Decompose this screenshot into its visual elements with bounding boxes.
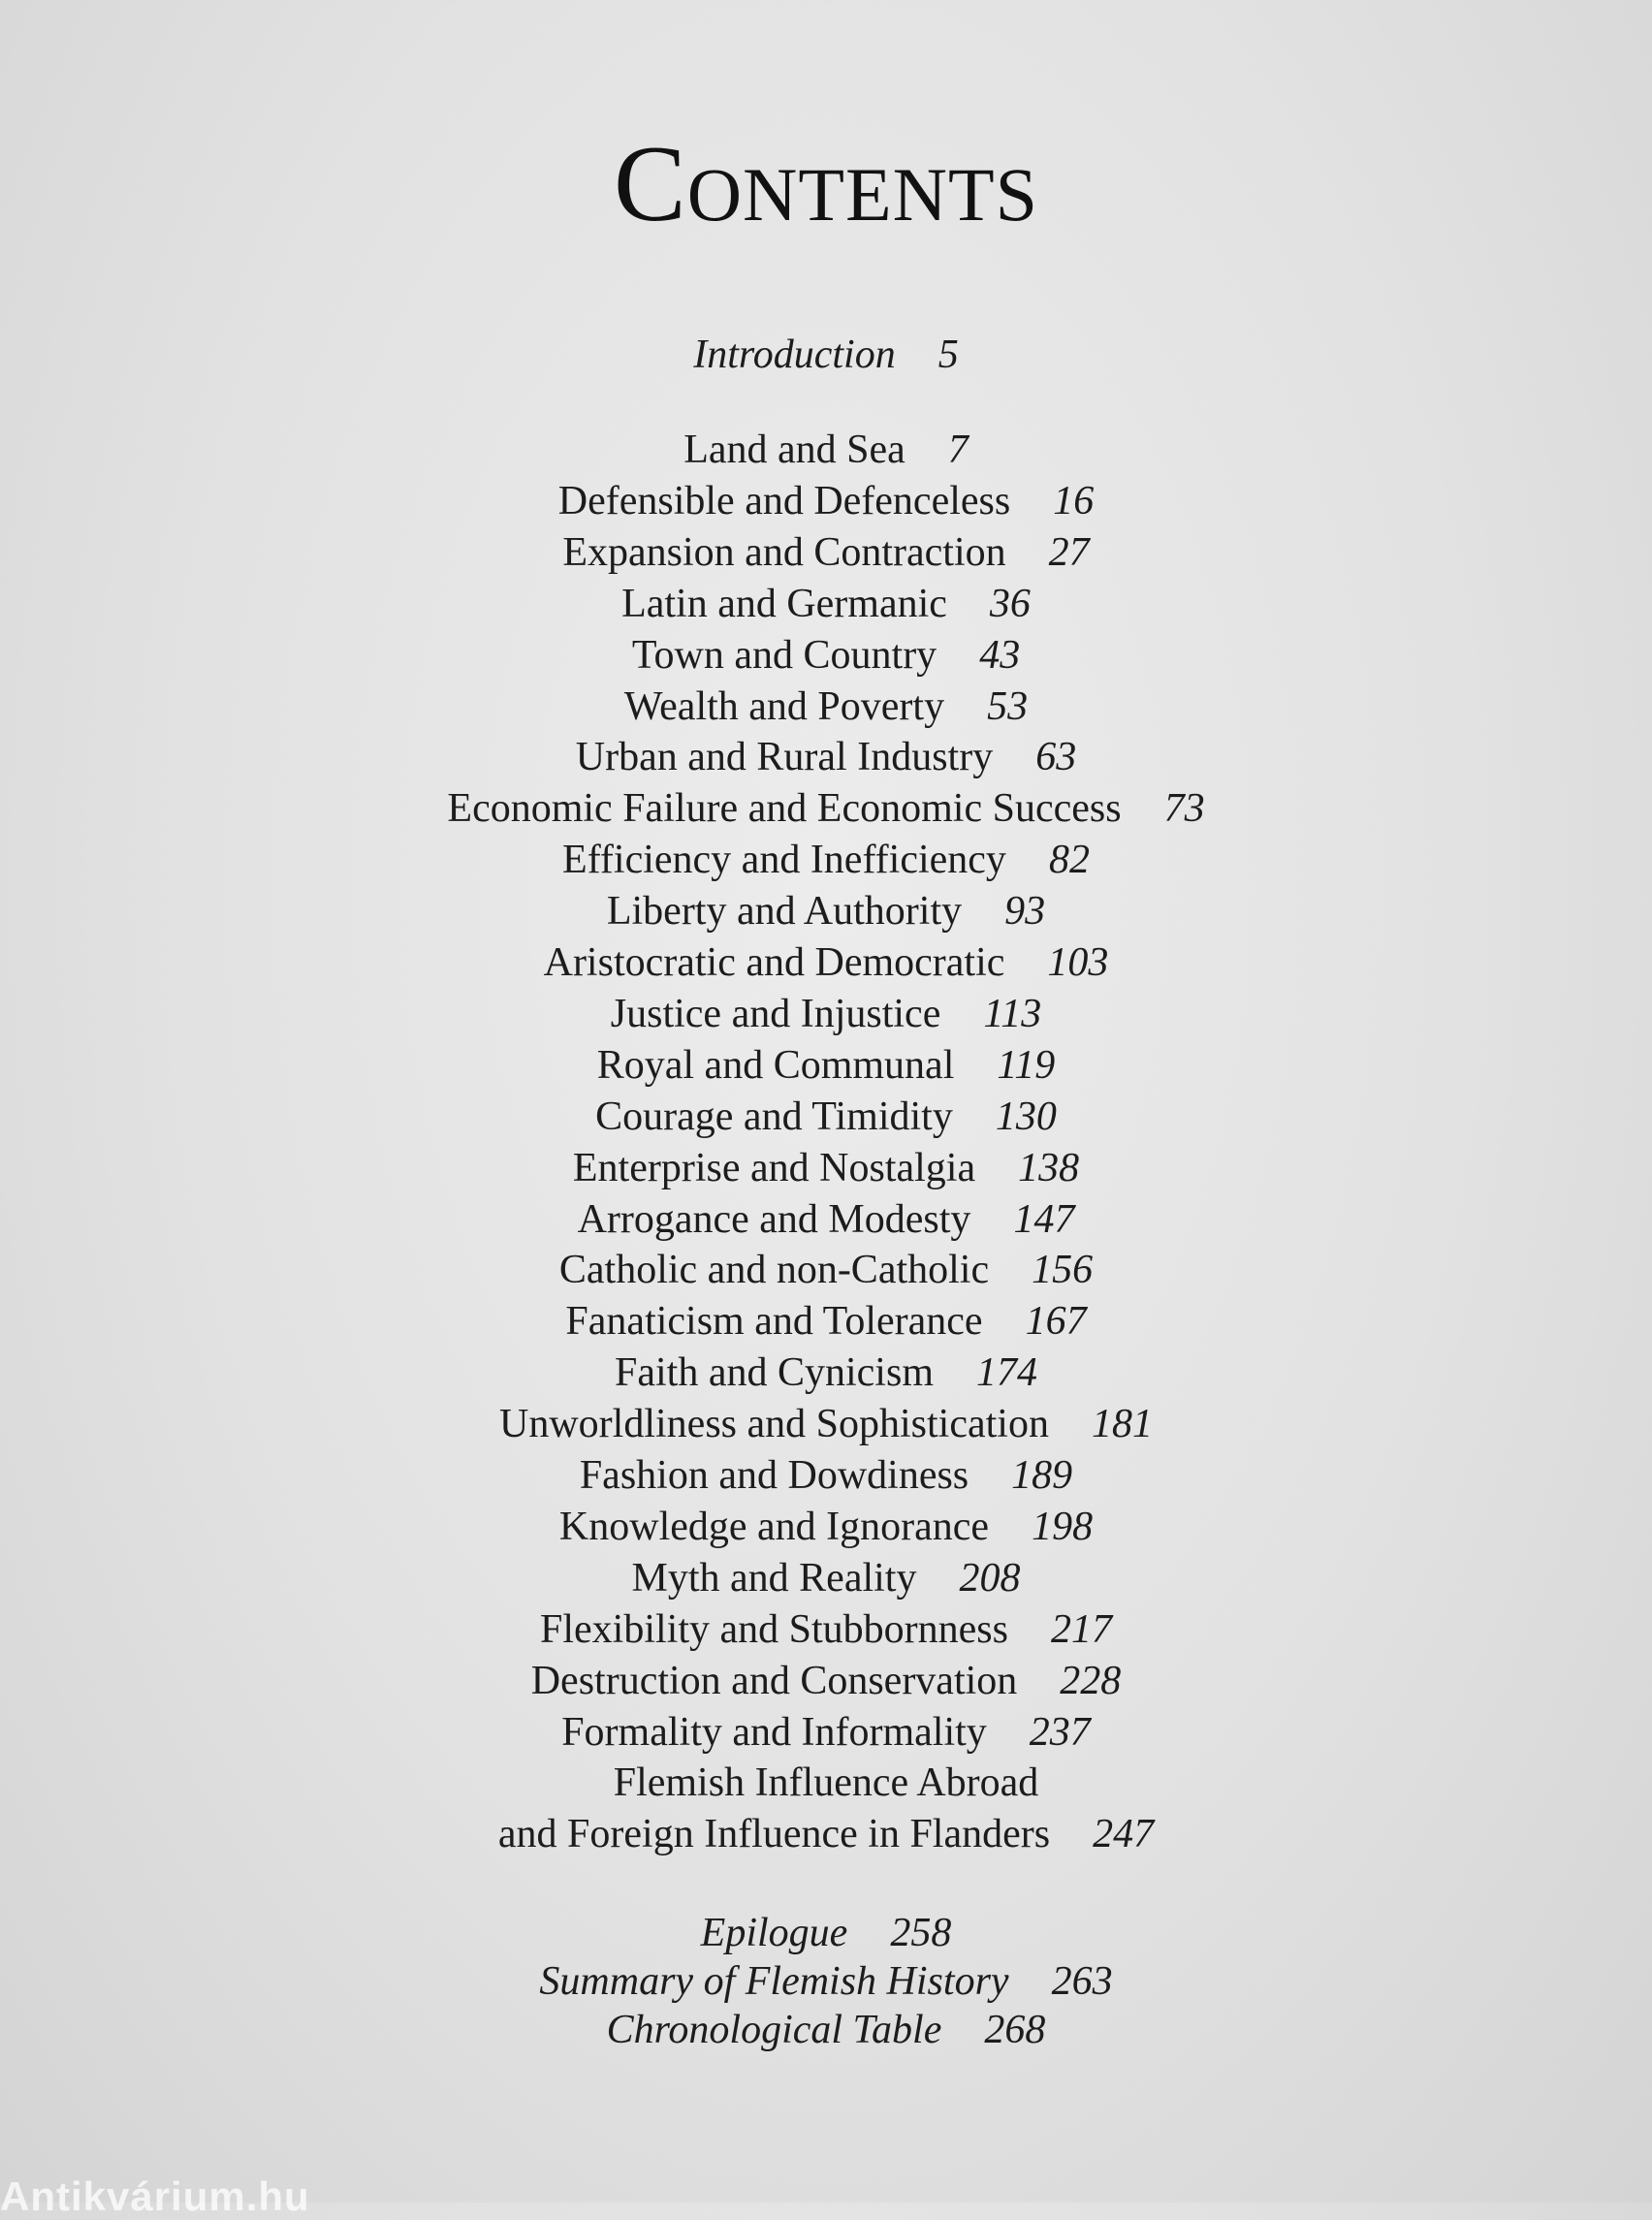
toc-entry-label: Defensible and Defenceless <box>557 479 1011 523</box>
toc-entry-label: Wealth and Poverty <box>623 684 945 729</box>
toc-entry-page: 5 <box>937 333 959 377</box>
toc-entry-page: 7 <box>947 428 969 472</box>
toc-entry-page: 119 <box>997 1043 1056 1088</box>
toc-entry-page: 73 <box>1163 786 1205 831</box>
watermark: Antikvárium.hu <box>0 2173 310 2219</box>
toc-entry-label: Arrogance and Modesty <box>577 1197 971 1242</box>
toc-entry-page: 263 <box>1051 1959 1113 2004</box>
toc-entry-label: Unworldliness and Sophistication <box>499 1402 1049 1446</box>
toc-entry-label: Destruction and Conservation <box>530 1659 1018 1703</box>
toc-entry-page: 174 <box>976 1350 1037 1395</box>
toc-entry <box>0 1194 1652 1245</box>
toc-entry-page: 27 <box>1048 530 1090 575</box>
toc-entry-label: Royal and Communal <box>596 1043 955 1088</box>
toc-entry-page: 228 <box>1060 1659 1122 1703</box>
toc-entry-page: 93 <box>1004 889 1046 934</box>
toc-entry-page: 36 <box>989 582 1031 626</box>
toc-entry <box>0 1040 1652 1091</box>
toc-entry <box>0 579 1652 629</box>
toc-entry-page: 167 <box>1025 1299 1087 1344</box>
toc-entry <box>0 1553 1652 1603</box>
toc-entry <box>0 1399 1652 1449</box>
toc-entry-page: 268 <box>984 2008 1046 2052</box>
toc-entry-label: Formality and Informality <box>561 1710 987 1755</box>
toc-entry-page: 258 <box>890 1911 952 1955</box>
toc-entry <box>0 937 1652 988</box>
toc-entry <box>0 835 1652 885</box>
toc-entry-label: Myth and Reality <box>631 1556 917 1601</box>
toc-entry <box>0 886 1652 936</box>
toc-entry-page: 217 <box>1051 1607 1112 1652</box>
toc-entry-page: 156 <box>1032 1248 1094 1292</box>
toc-entry-label: Land and Sea <box>683 428 905 472</box>
toc-entry-page: 147 <box>1013 1197 1075 1242</box>
toc-entry-page: 53 <box>987 684 1029 729</box>
toc-introduction <box>0 330 1652 380</box>
toc-entry <box>0 1956 1652 2007</box>
toc-entry-page: 103 <box>1047 940 1109 985</box>
toc-entry-label: Aristocratic and Democratic <box>543 940 1005 985</box>
toc-entry-label: Efficiency and Inefficiency <box>562 838 1006 882</box>
toc-entry-label: Summary of Flemish History <box>539 1959 1009 2004</box>
toc-entry <box>0 732 1652 782</box>
toc-entry-label: Latin and Germanic <box>621 582 947 626</box>
toc-entry-page: 138 <box>1018 1146 1080 1190</box>
toc-entry <box>0 1348 1652 1398</box>
toc-entry-page: 113 <box>983 992 1042 1036</box>
toc-entry-label: Introduction <box>693 333 896 377</box>
toc-entry-label: Knowledge and Ignorance <box>558 1505 990 1549</box>
toc-entry <box>0 425 1652 475</box>
toc-entry <box>0 1809 1652 1859</box>
toc-entry <box>0 1604 1652 1655</box>
toc-entry-label: Epilogue <box>700 1911 848 1955</box>
toc-entry-page: 198 <box>1032 1505 1094 1549</box>
toc-entry <box>0 1758 1652 1808</box>
toc-entry-page: 181 <box>1091 1402 1153 1446</box>
toc-entry <box>0 1245 1652 1295</box>
toc-entry <box>0 1143 1652 1193</box>
toc-entry-label: Urban and Rural Industry <box>575 735 994 779</box>
toc-entry-page: 208 <box>959 1556 1021 1601</box>
toc-entry <box>0 1707 1652 1758</box>
toc-entry <box>0 1656 1652 1706</box>
toc-entry <box>0 1908 1652 1958</box>
toc-entry-page: 63 <box>1035 735 1077 779</box>
toc-entry-label: Flemish Influence Abroad <box>613 1760 1039 1805</box>
toc-entry <box>0 1296 1652 1347</box>
toc-entry <box>0 1502 1652 1552</box>
toc-entry-label: Fanaticism and Tolerance <box>565 1299 983 1344</box>
toc-entry <box>0 630 1652 681</box>
toc-entry-page: 247 <box>1093 1812 1155 1856</box>
toc-entry-label: Catholic and non-Catholic <box>558 1248 990 1292</box>
toc-entry <box>0 2005 1652 2055</box>
toc-entry-label: Liberty and Authority <box>606 889 963 934</box>
toc-entry-label: Expansion and Contraction <box>562 530 1006 575</box>
toc-entry-page: 43 <box>979 633 1021 678</box>
toc-entry-label: Courage and Timidity <box>595 1094 953 1139</box>
page-title: Contents <box>613 124 1038 244</box>
toc-entry-page: 130 <box>995 1094 1057 1139</box>
toc-entry-label: Flexibility and Stubbornness <box>540 1607 1008 1652</box>
toc-entry <box>0 1092 1652 1142</box>
toc-entry <box>0 989 1652 1039</box>
toc-entry <box>0 682 1652 732</box>
toc-entry-page: 189 <box>1011 1453 1073 1498</box>
toc-entry-label: Enterprise and Nostalgia <box>572 1146 976 1190</box>
toc-entry-label: Chronological Table <box>606 2008 942 2052</box>
toc-entry-label: Justice and Injustice <box>610 992 941 1036</box>
toc-entry-page: 16 <box>1053 479 1095 523</box>
toc-entry-label: Faith and Cynicism <box>615 1350 934 1395</box>
toc-entry <box>0 476 1652 526</box>
toc-entry <box>0 527 1652 578</box>
toc-entry-page: 237 <box>1029 1710 1091 1755</box>
toc-entry <box>0 1450 1652 1501</box>
toc-entry-label: Economic Failure and Economic Success <box>447 786 1122 831</box>
toc-entry <box>0 783 1652 834</box>
toc-entry-label: Fashion and Dowdiness <box>579 1453 969 1498</box>
toc-entry-label: and Foreign Influence in Flanders <box>497 1812 1051 1856</box>
toc-entry-label: Town and Country <box>631 633 937 678</box>
toc-entry-page: 82 <box>1048 838 1090 882</box>
